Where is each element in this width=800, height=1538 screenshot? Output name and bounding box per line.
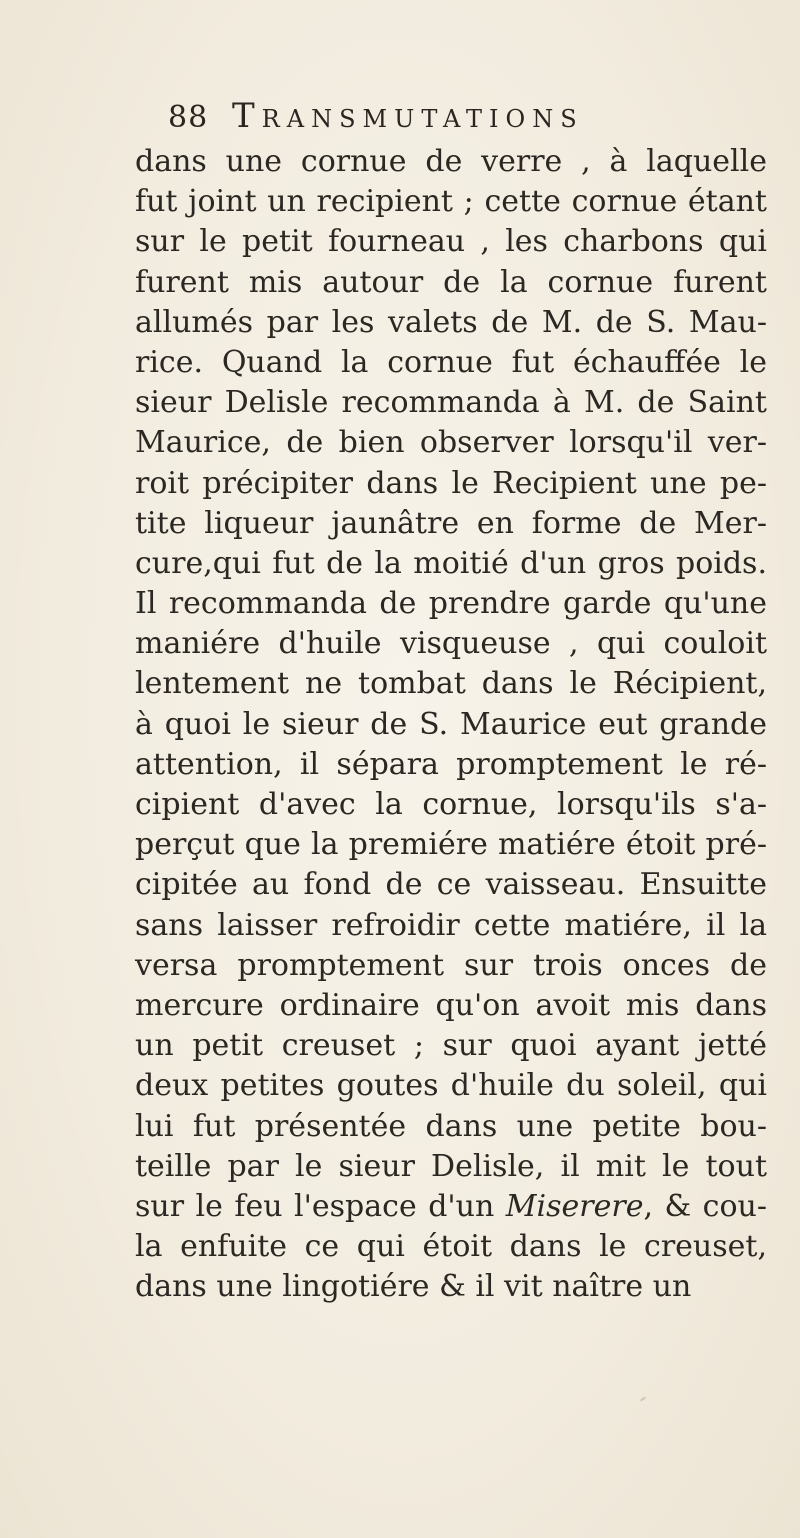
text-segment: , & cou-: [643, 1188, 767, 1224]
text-line: allumés par les valets de M. de S. Mau-: [135, 304, 767, 340]
text-line: sieur Delisle recommanda à M. de Saint: [135, 385, 767, 421]
text-line: rice. Quand la cornue fut échauffée le: [135, 344, 767, 380]
body-text: [135, 142, 767, 1307]
text-line: sur le petit fourneau , les charbons qui: [135, 224, 767, 260]
text-line: maniére d'huile visqueuse , qui couloit: [135, 626, 767, 662]
text-line: cipient d'avec la cornue, lorsqu'ils s'a-: [135, 787, 767, 822]
running-title: Transmutations: [232, 96, 584, 136]
text-line: deux petites goutes d'huile du soleil, qui: [135, 1068, 767, 1104]
text-line-mixed: [135, 1187, 767, 1227]
text-line: dans une cornue de verre , à laquelle: [135, 144, 767, 179]
text-line: cure,qui fut de la moitié d'un gros poids.: [135, 545, 767, 581]
text-line: tite liqueur jaunâtre en forme de Mer-: [135, 505, 767, 541]
text-line: fut joint un recipient ; cette cornue étant: [135, 184, 767, 220]
text-segment: sur le feu l'espace d'un: [135, 1188, 495, 1224]
text-line: teille par le sieur Delisle, il mit le tout: [135, 1148, 767, 1184]
text-line: dans une lingotiére & il vit naître un: [135, 1269, 692, 1305]
running-head: [168, 96, 788, 142]
text-line: versa promptement sur trois onces de: [135, 947, 767, 983]
italic-word: Miserere: [505, 1188, 644, 1224]
text-line: Il recommanda de prendre garde qu'une: [135, 586, 767, 622]
text-line: la enfuite ce qui étoit dans le creuset,: [135, 1229, 767, 1265]
text-line: cipitée au fond de ce vaisseau. Ensuitte: [135, 867, 767, 903]
text-line: mercure ordinaire qu'on avoit mis dans: [135, 987, 767, 1023]
text-line: lentement ne tombat dans le Récipient,: [135, 666, 767, 702]
text-line: Maurice, de bien observer lorsqu'il ver-: [135, 425, 767, 461]
text-line: un petit creuset ; sur quoi ayant jetté: [135, 1028, 767, 1064]
text-line: attention, il sépara promptement le ré-: [135, 746, 767, 782]
page-number: 88: [168, 100, 209, 135]
text-line: furent mis autour de la cornue furent: [135, 264, 767, 300]
text-line: à quoi le sieur de S. Maurice eut grande: [135, 706, 767, 742]
paper-mark: [640, 1396, 646, 1401]
text-line: roit précipiter dans le Recipient une pe-: [135, 465, 767, 501]
text-line: perçut que la premiére matiére étoit pré-: [135, 827, 767, 863]
text-line: sans laisser refroidir cette matiére, il la: [135, 907, 767, 943]
text-line: lui fut présentée dans une petite bou-: [135, 1108, 767, 1144]
